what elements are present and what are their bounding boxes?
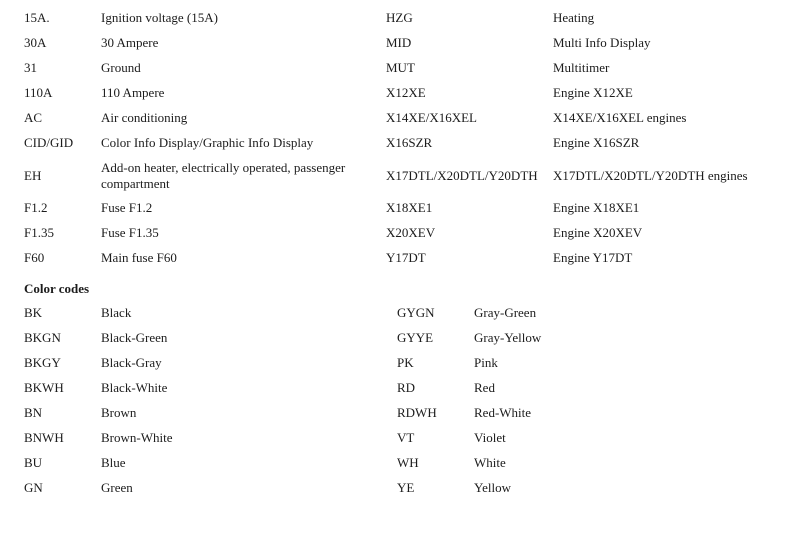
- color-name: Red: [474, 380, 495, 395]
- abbr-description: Multitimer: [553, 60, 610, 75]
- abbr-code: F1.35: [24, 225, 54, 240]
- color-name: Black-Green: [101, 330, 168, 345]
- table-row: [0, 85, 800, 110]
- table-row: [0, 135, 800, 160]
- abbr-description: Main fuse F60: [101, 250, 177, 265]
- table-row: [0, 480, 800, 505]
- abbr-code: F60: [24, 250, 45, 265]
- color-code: BN: [24, 405, 43, 420]
- color-name: Green: [101, 480, 133, 495]
- color-name: Gray-Green: [474, 305, 537, 320]
- color-code: BKGN: [24, 330, 61, 345]
- color-name: Black: [101, 305, 132, 320]
- color-code: RD: [397, 380, 416, 395]
- color-code: BKGY: [24, 355, 61, 370]
- abbr-description: Engine X18XE1: [553, 200, 640, 215]
- table-row: [0, 430, 800, 455]
- color-code: VT: [397, 430, 415, 445]
- abbr-code: Y17DT: [386, 250, 426, 265]
- color-code: GYGN: [397, 305, 435, 320]
- table-row: [0, 305, 800, 330]
- abbr-code: X12XE: [386, 85, 426, 100]
- color-code: YE: [397, 480, 415, 495]
- abbr-description: X14XE/X16XEL engines: [553, 110, 687, 125]
- abbr-code: 15A.: [24, 10, 50, 25]
- color-name: Red-White: [474, 405, 532, 420]
- abbr-description: Engine X12XE: [553, 85, 633, 100]
- color-code: BKWH: [24, 380, 64, 395]
- abbr-code: EH: [24, 168, 42, 183]
- table-row: [0, 330, 800, 355]
- color-name: Violet: [474, 430, 506, 445]
- abbr-description: Color Info Display/Graphic Info Display: [101, 135, 314, 150]
- abbr-description: Ground: [101, 60, 141, 75]
- color-code: BK: [24, 305, 43, 320]
- abbr-code: 30A: [24, 35, 47, 50]
- abbr-description: Multi Info Display: [553, 35, 651, 50]
- color-codes-table: [0, 305, 800, 505]
- color-name: Pink: [474, 355, 498, 370]
- abbr-description: Fuse F1.35: [101, 225, 159, 240]
- table-row: [0, 405, 800, 430]
- abbr-code: MID: [386, 35, 412, 50]
- table-row: [0, 380, 800, 405]
- color-code: RDWH: [397, 405, 437, 420]
- table-row: [0, 250, 800, 275]
- abbr-description: 110 Ampere: [101, 85, 165, 100]
- color-name: Yellow: [474, 480, 511, 495]
- color-name: Black-White: [101, 380, 168, 395]
- table-row: [0, 110, 800, 135]
- color-code: GYYE: [397, 330, 434, 345]
- color-name: Brown-White: [101, 430, 173, 445]
- color-name: Brown: [101, 405, 137, 420]
- table-row: [0, 35, 800, 60]
- abbr-code: X14XE/X16XEL: [386, 110, 477, 125]
- table-row: [0, 455, 800, 480]
- abbr-code: MUT: [386, 60, 415, 75]
- color-code: WH: [397, 455, 419, 470]
- abbr-code: CID/GID: [24, 135, 74, 150]
- abbr-description: Engine X16SZR: [553, 135, 640, 150]
- table-row: [0, 160, 800, 200]
- color-codes-heading: Color codes: [24, 281, 90, 296]
- abbr-code: 110A: [24, 85, 53, 100]
- table-row: [0, 60, 800, 85]
- abbr-code: F1.2: [24, 200, 48, 215]
- abbr-description: Add-on heater, electrically operated, passenger compartment: [101, 160, 346, 191]
- abbr-description: Fuse F1.2: [101, 200, 153, 215]
- abbr-description: 30 Ampere: [101, 35, 159, 50]
- color-code: GN: [24, 480, 43, 495]
- color-code: PK: [397, 355, 414, 370]
- abbr-description: Ignition voltage (15A): [101, 10, 218, 25]
- color-name: White: [474, 455, 506, 470]
- table-row: [0, 225, 800, 250]
- abbr-code: 31: [24, 60, 37, 75]
- table-row: [0, 200, 800, 225]
- color-name: Black-Gray: [101, 355, 162, 370]
- abbreviations-table: [0, 10, 800, 275]
- abbr-code: X18XE1: [386, 200, 433, 215]
- abbr-description: X17DTL/X20DTL/Y20DTH engines: [553, 168, 748, 183]
- abbr-description: Air conditioning: [101, 110, 188, 125]
- abbr-description: Engine X20XEV: [553, 225, 643, 240]
- abbr-code: HZG: [386, 10, 413, 25]
- color-code: BU: [24, 455, 43, 470]
- table-row: [0, 10, 800, 35]
- color-name: Blue: [101, 455, 126, 470]
- table-row: [0, 355, 800, 380]
- abbr-description: Engine Y17DT: [553, 250, 633, 265]
- abbr-description: Heating: [553, 10, 595, 25]
- abbr-code: AC: [24, 110, 43, 125]
- abbr-code: X16SZR: [386, 135, 433, 150]
- abbr-code: X17DTL/X20DTL/Y20DTH: [386, 168, 538, 183]
- color-name: Gray-Yellow: [474, 330, 542, 345]
- abbr-code: X20XEV: [386, 225, 436, 240]
- color-code: BNWH: [24, 430, 64, 445]
